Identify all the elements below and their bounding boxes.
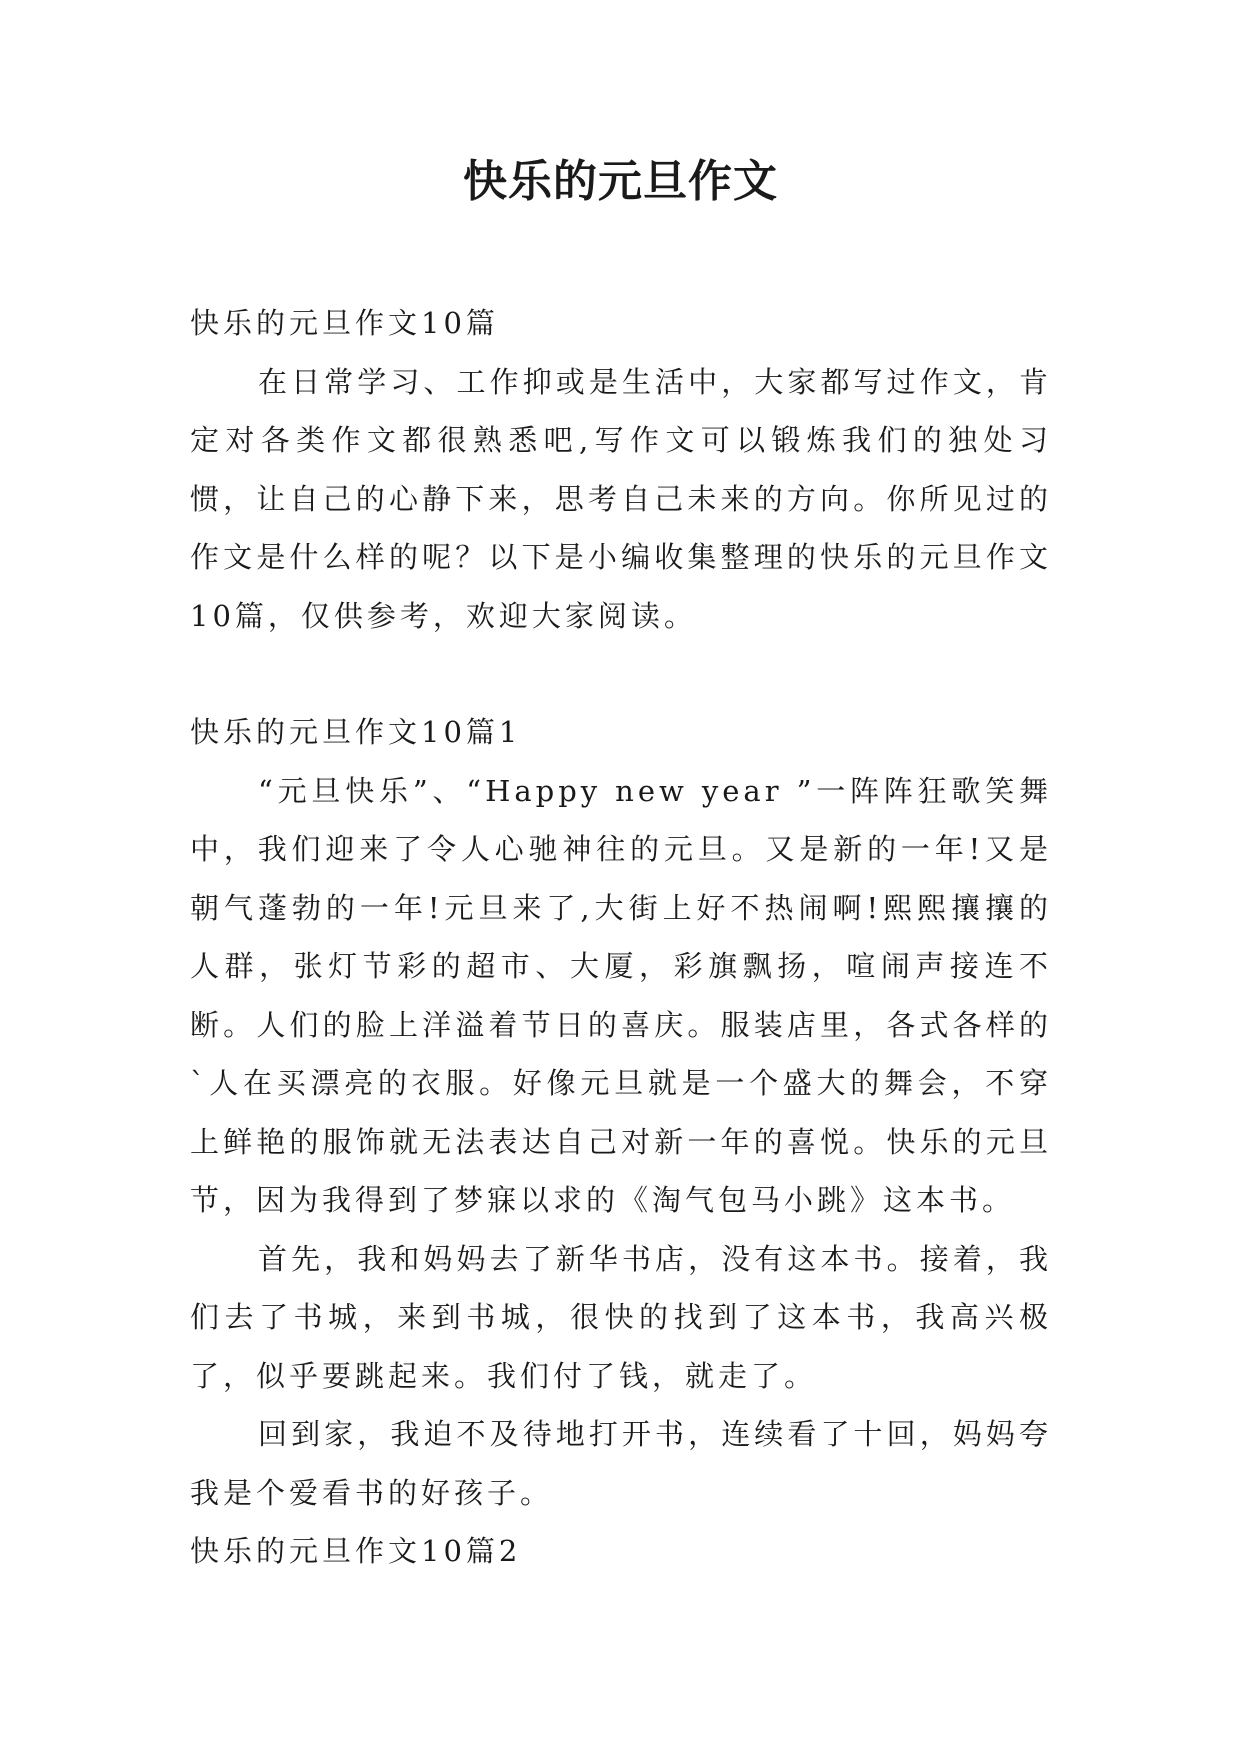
intro-paragraph: 在日常学习、工作抑或是生活中，大家都写过作文，肯定对各类作文都很熟悉吧,写作文可以锻炼我们的独处习惯，让自己的心静下来，思考自己未来的方向。你所见过的作文是什么样的呢？以下是小编收集整理的快乐的元旦作文10篇，仅供参考，欢迎大家阅读。 — [190, 364, 1052, 633]
section-1-paragraph-1: “元旦快乐”、“Happy new year ”一阵阵狂歌笑舞中，我们迎来了令人心驰神往的元旦。又是新的一年!又是朝气蓬勃的一年!元旦来了,大街上好不热闹啊!熙熙攘攘的人群，张灯节彩的超市、大厦，彩旗飘扬，喧闹声接连不断。人们的脸上洋溢着节日的喜庆。服装店里，各式各样的`人在买漂亮的衣服。好像元旦就是一个盛大的舞会，不穿上鲜艳的服饰就无法表达自己对新一年的喜悦。快乐的元旦节，因为我得到了梦寐以求的《淘气包马小跳》这本书。 — [190, 773, 1052, 1217]
section-1-paragraph-3: 回到家，我迫不及待地打开书，连续看了十回，妈妈夸我是个爱看书的好孩子。 — [190, 1417, 1052, 1510]
section-spacer — [190, 645, 1052, 703]
section-1-paragraph-2: 首先，我和妈妈去了新华书店，没有这本书。接着，我们去了书城，来到书城，很快的找到了这本书，我高兴极了，似乎要跳起来。我们付了钱，就走了。 — [190, 1241, 1052, 1393]
document-body — [190, 294, 1052, 1581]
intro-heading: 快乐的元旦作文10篇 — [190, 306, 499, 340]
section-2-heading: 快乐的元旦作文10篇2 — [190, 1534, 522, 1568]
document-title: 快乐的元旦作文 — [463, 156, 778, 207]
section-1-heading: 快乐的元旦作文10篇1 — [190, 715, 522, 749]
